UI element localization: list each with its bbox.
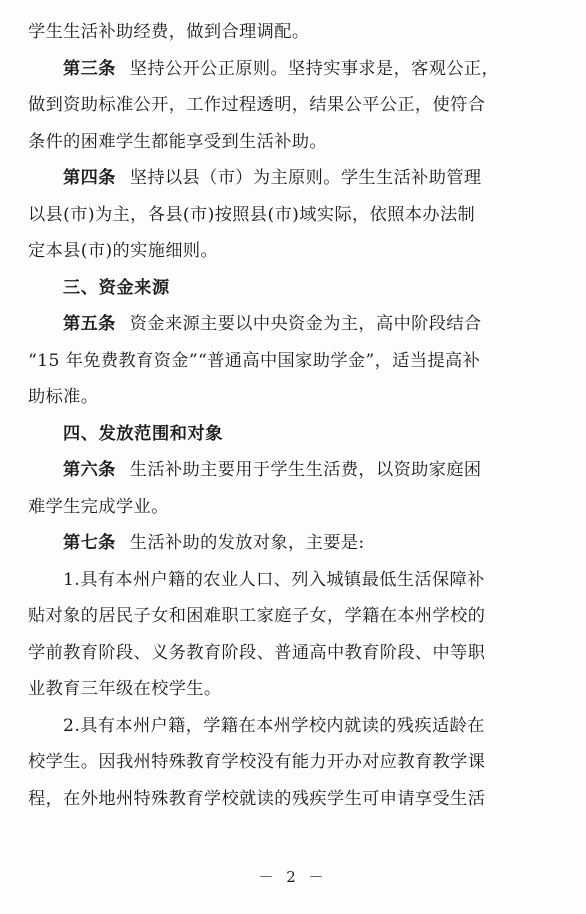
line-text: 以县(市)为主，各县(市)按照县(市)域实际，依照本办法制 — [28, 204, 476, 225]
body-line — [28, 124, 562, 161]
line-text: 贴对象的居民子女和困难职工家庭子女，学籍在本州学校的 — [28, 606, 486, 626]
body-line — [28, 197, 562, 234]
line-text: 定本县(市)的实施细则。 — [28, 241, 219, 261]
list-item-line — [28, 562, 562, 599]
line-text: 2.具有本州户籍，学籍在本州学校内就读的残疾适龄在 — [63, 715, 485, 736]
body-line — [28, 489, 562, 526]
section-heading — [28, 270, 562, 307]
section-heading — [28, 416, 562, 453]
article-label: 第五条 — [63, 314, 116, 334]
line-text: 条件的困难学生都能享受到生活补助。 — [28, 131, 327, 152]
article-line — [28, 525, 562, 562]
section-heading-text: 四、发放范围和对象 — [63, 423, 224, 444]
body-line — [28, 379, 562, 416]
line-text: 生活补助主要用于学生生活费，以资助家庭困 — [129, 460, 482, 480]
line-text: 校学生。因我州特殊教育学校没有能力开办对应教育教学课 — [28, 752, 486, 772]
line-text: 坚持以县（市）为主原则。学生生活补助管理 — [129, 168, 482, 188]
line-text: 资金来源主要以中央资金为主，高中阶段结合 — [129, 314, 482, 334]
line-text: 难学生完成学业。 — [28, 496, 169, 517]
body-line — [28, 635, 562, 672]
article-label: 第六条 — [63, 460, 116, 480]
body-line — [28, 14, 562, 51]
line-text: 业教育三年级在校学生。 — [28, 679, 222, 699]
document-body — [28, 14, 562, 817]
body-line — [28, 343, 562, 380]
article-line — [28, 452, 562, 489]
body-line — [28, 781, 562, 818]
line-text: 做到资助标准公开，工作过程透明，结果公平公正，使符合 — [28, 95, 486, 115]
article-label: 第四条 — [63, 168, 116, 188]
body-line — [28, 744, 562, 781]
body-line — [28, 671, 562, 708]
section-heading-text: 三、资金来源 — [63, 277, 170, 298]
article-line — [28, 51, 562, 88]
article-label: 第七条 — [63, 533, 116, 553]
list-item-line — [28, 708, 562, 745]
body-line — [28, 233, 562, 270]
page-number: － 2 － — [258, 868, 328, 886]
line-text: 坚持公开公正原则。坚持实事求是，客观公正， — [129, 58, 500, 79]
body-line — [28, 598, 562, 635]
line-text: 1.具有本州户籍的农业人口、列入城镇最低生活保障补 — [63, 569, 485, 590]
line-text: “15 年免费教育资金”“普通高中国家助学金”，适当提高补 — [28, 350, 481, 371]
article-line — [28, 306, 562, 343]
line-text: 学前教育阶段、义务教育阶段、普通高中教育阶段、中等职 — [28, 642, 486, 663]
line-text: 程，在外地州特殊教育学校就读的残疾学生可申请享受生活 — [28, 788, 486, 809]
line-text: 助标准。 — [28, 387, 99, 407]
line-text: 生活补助的发放对象，主要是: — [129, 533, 365, 553]
body-line — [28, 87, 562, 124]
article-label: 第三条 — [63, 58, 116, 79]
line-text: 学生生活补助经费，做到合理调配。 — [28, 22, 310, 42]
article-line — [28, 160, 562, 197]
